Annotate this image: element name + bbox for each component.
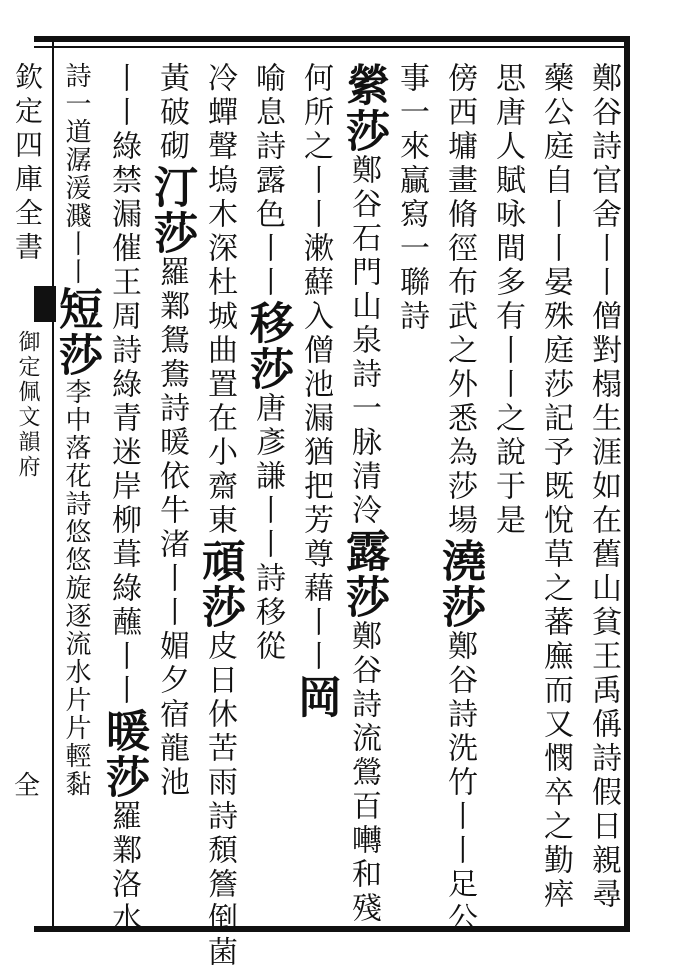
headword: 汀莎 [146, 164, 197, 256]
text-column: 喻息詩露色丨丨移莎唐彥謙丨丨詩移從 [242, 62, 293, 664]
text-column: 藥公庭自丨丨晏殊庭莎記予既悅草之蕃廡而又憫卒之勤瘁 [538, 62, 573, 912]
headword: 頑莎 [194, 538, 245, 630]
text-column: 事一來贏寫一聯詩 [394, 62, 429, 334]
text-column: 詩一道潺湲濺丨丨短莎李中落花詩悠悠旋逐流水片片輕黏 [51, 62, 102, 798]
headword: 暖莎 [98, 708, 149, 800]
text-column: 思唐人賦咏間多有丨丨之說于是 [490, 62, 525, 538]
text-column: 鄭谷詩官舍丨丨僧對榻生涯如在舊山貧王禹偁詩假日親尋 [586, 62, 621, 912]
top-rule [34, 36, 630, 42]
headword: 岡 [290, 674, 341, 720]
headword: 澆莎 [434, 538, 485, 630]
volume-title: 御定佩文韻府 [15, 330, 40, 480]
text-column: 黃破砌汀莎羅鄴鴛鴦詩暖依牛渚丨丨媚夕宿龍池 [146, 62, 197, 800]
text-column: 冷蟬聲塢木深杜城曲置在小齋東頑莎皮日休苦雨詩頹簷倒菌 [194, 62, 245, 970]
text-column: 縈莎鄭谷石門山泉詩一脉清泠露莎鄭谷詩流鶯百囀和殘 [338, 62, 389, 926]
text-column: 何所之丨丨漱蘚入僧池漏猶把芳尊藉丨丨岡 [290, 62, 341, 720]
headword: 移莎 [242, 300, 293, 392]
book-title: 欽定四庫全書 [11, 62, 44, 266]
headword: 縈莎 [338, 62, 389, 154]
text-column: 丨丨綠禁漏催王周詩綠青迷岸柳葺綠蘸丨丨暖莎羅鄴洛水 [98, 62, 149, 936]
headword: 短莎 [51, 286, 102, 378]
text-column: 傍西墉畫脩徑布武之外悉為莎場澆莎鄭谷詩洗竹丨丨足公 [434, 62, 485, 936]
folio-mark: 全 [14, 771, 41, 801]
top-thin-rule [34, 46, 630, 48]
headword: 露莎 [338, 528, 389, 620]
